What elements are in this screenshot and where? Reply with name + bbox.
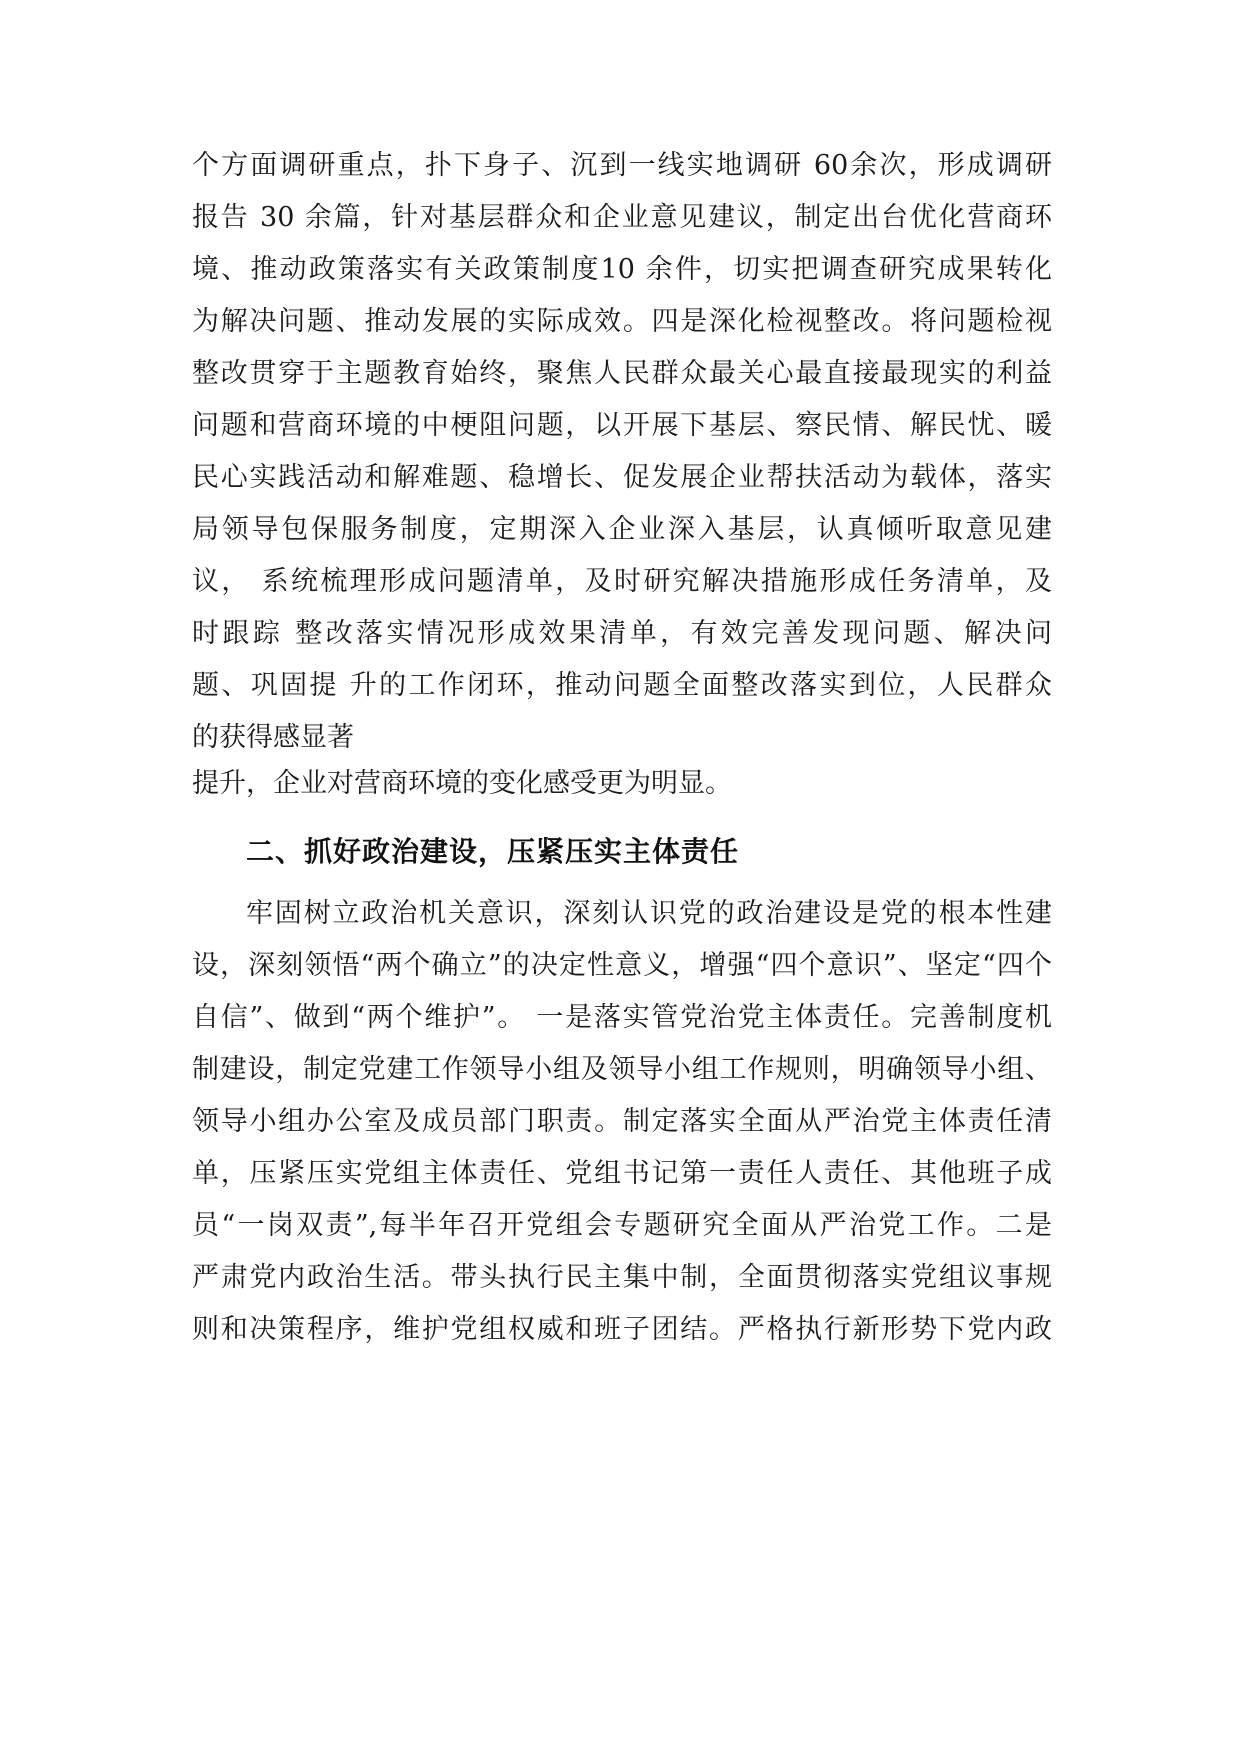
text-line: 题、巩固提 升的工作闭环，推动问题全面整改落实到位，人民群众: [192, 670, 1052, 701]
text-line: 报告 30 余篇，针对基层群众和企业意见建议，制定出台优化营商环: [192, 202, 1052, 233]
text-line: 单，压紧压实党组主体责任、党组书记第一责任人责任、其他班子成: [192, 1158, 1052, 1189]
text-line: 时跟踪 整改落实情况形成效果清单，有效完善发现问题、解决问: [192, 618, 1052, 649]
section-heading: 二、抓好政治建设，压紧压实主体责任: [246, 835, 740, 868]
text-line: 领导小组办公室及成员部门职责。制定落实全面从严治党主体责任清: [192, 1106, 1052, 1137]
text-line: 自信”、做到“两个维护”。 一是落实管党治党主体责任。完善制度机: [192, 1002, 1052, 1033]
text-line: 局领导包保服务制度，定期深入企业深入基层，认真倾听取意见建: [192, 514, 1052, 545]
text-line: 员“一岗双责”,每半年召开党组会专题研究全面从严治党工作。二是: [192, 1210, 1052, 1241]
text-line: 个方面调研重点，扑下身子、沉到一线实地调研 60余次，形成调研: [192, 150, 1052, 181]
text-line: 境、推动政策落实有关政策制度10 余件，切实把调查研究成果转化: [192, 254, 1052, 285]
text-line: 则和决策程序，维护党组权威和班子团结。严格执行新形势下党内政: [192, 1314, 1052, 1345]
text-line: 提升，企业对营商环境的变化感受更为明显。: [192, 768, 732, 799]
text-line: 为解决问题、推动发展的实际成效。四是深化检视整改。将问题检视: [192, 306, 1052, 337]
text-line: 整改贯穿于主题教育始终，聚焦人民群众最关心最直接最现实的利益: [192, 358, 1052, 389]
text-line: 议， 系统梳理形成问题清单，及时研究解决措施形成任务清单，及: [192, 566, 1052, 597]
text-line: 严肃党内政治生活。带头执行民主集中制，全面贯彻落实党组议事规: [192, 1262, 1052, 1293]
text-line: 制建设，制定党建工作领导小组及领导小组工作规则，明确领导小组、: [192, 1054, 1052, 1085]
text-line: 设，深刻领悟“两个确立”的决定性意义，增强“四个意识”、坚定“四个: [192, 950, 1052, 981]
text-line: 民心实践活动和解难题、稳增长、促发展企业帮扶活动为载体，落实: [192, 462, 1052, 493]
text-line: 问题和营商环境的中梗阻问题，以开展下基层、察民情、解民忧、暖: [192, 410, 1052, 441]
text-line: 牢固树立政治机关意识，深刻认识党的政治建设是党的根本性建: [246, 898, 1052, 929]
text-line: 的获得感显著: [192, 722, 354, 753]
